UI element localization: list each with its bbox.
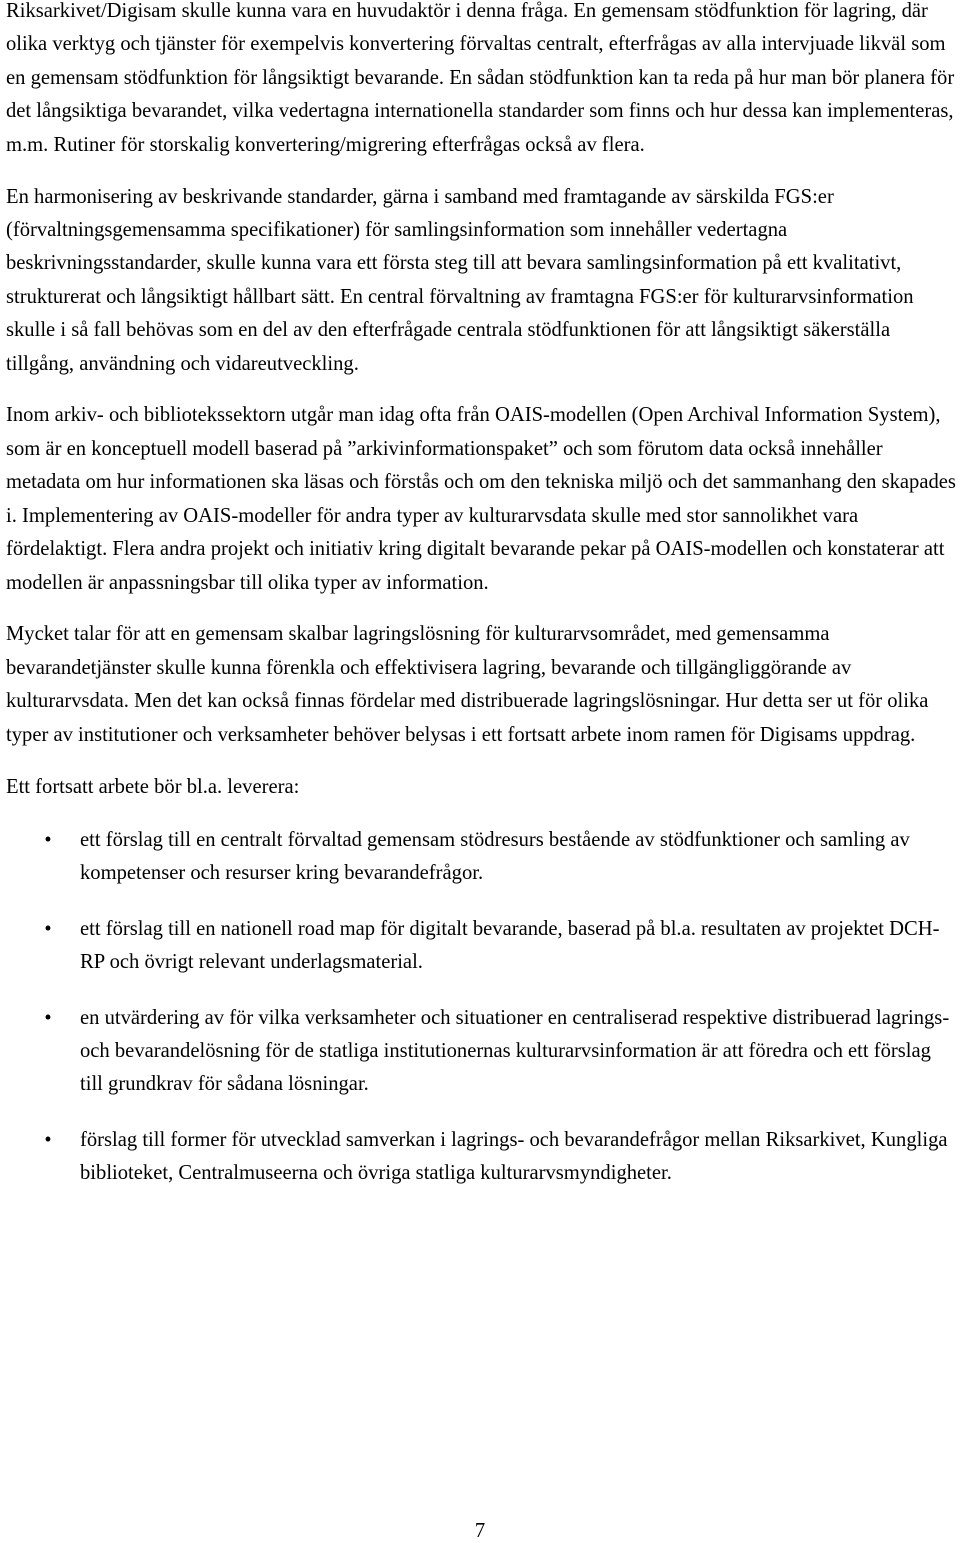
- list-item: [6, 1124, 956, 1191]
- bullet-icon: •: [44, 917, 52, 940]
- list-item: [6, 1002, 956, 1102]
- bullet-icon: •: [44, 1128, 52, 1151]
- list-item: [6, 824, 956, 891]
- list-item-text: en utvärdering av för vilka verksamheter och situationer en centraliserad respektive distribuerad lagrings- och bevarandelösning för de statliga institutionernas kulturarvsinformation är att föredra och ett förslag till grundkrav för sådana lösningar.: [80, 1006, 950, 1096]
- list-item: [6, 913, 956, 980]
- bullet-icon: •: [44, 828, 52, 851]
- list-item-text: ett förslag till en nationell road map för digitalt bevarande, baserad på bl.a. resultaten av projektet DCH-RP och övrigt relevant underlagsmaterial.: [80, 917, 940, 974]
- paragraph-harmonisering: En harmonisering av beskrivande standarder, gärna i samband med framtagande av särskilda FGS:er (förvaltningsgemensamma specifikationer) för samlingsinformation som innehåller vedertagna beskrivningsstandarder, skulle kunna vara ett första steg till att bevara samlingsinformation på ett kvalitativt, strukturerat och långsiktigt hållbart sätt. En central förvaltning av framtagna FGS:er för kulturarvsinformation skulle i så fall behövas som en del av den efterfrågade centrala stödfunktionen för att långsiktigt säkerställa tillgång, användning och vidareutveckling.: [6, 185, 914, 375]
- paragraph-oais: Inom arkiv- och bibliotekssektorn utgår man idag ofta från OAIS-modellen (Open Archival Information System), som är en konceptuell modell baserad på ”arkivinformationspaket” och som förutom data också innehåller metadata om hur informationen ska läsas och förstås och om den tekniska miljö och det sammanhang den skapades i. Implementering av OAIS-modeller för andra typer av kulturarvsdata skulle med stor sannolikhet vara fördelaktigt. Flera andra projekt och initiativ kring digitalt bevarande pekar på OAIS-modellen och konstaterar att modellen är anpassningsbar till olika typer av information.: [6, 404, 956, 594]
- bullet-icon: •: [44, 1006, 52, 1029]
- deliverables-list: [6, 824, 956, 1191]
- page-number: 7: [474, 1520, 486, 1542]
- paragraph-lagringslosning: Mycket talar för att en gemensam skalbar lagringslösning för kulturarvsområdet, med gemensamma bevarandetjänster skulle kunna förenkla och effektivisera lagring, bevarande och tillgängliggörande av kulturarvsdata. Men det kan också finnas fördelar med distribuerade lagringslösningar. Hur detta ser ut för olika typer av institutioner och verksamheter behöver belysas i ett fortsatt arbete inom ramen för Digisams uppdrag.: [6, 623, 929, 746]
- list-item-text: förslag till former för utvecklad samverkan i lagrings- och bevarandefrågor mellan Riksarkivet, Kungliga biblioteket, Centralmuseerna och övriga statliga kulturarvsmyndigheter.: [80, 1128, 948, 1185]
- list-item-text: ett förslag till en centralt förvaltad gemensam stödresurs bestående av stödfunktioner och samling av kompetenser och resurser kring bevarandefrågor.: [80, 828, 910, 885]
- paragraph-stodfunktion: Riksarkivet/Digisam skulle kunna vara en huvudaktör i denna fråga. En gemensam stödfunktion för lagring, där olika verktyg och tjänster för exempelvis konvertering förvaltas centralt, efterfrågas av alla intervjuade likväl som en gemensam stödfunktion för långsiktigt bevarande. En sådan stödfunktion kan ta reda på hur man bör planera för det långsiktiga bevarandet, vilka vedertagna internationella standarder som finns och hur dessa kan implementeras, m.m. Rutiner för storskalig konvertering/migrering efterfrågas också av flera.: [6, 0, 955, 156]
- document-page: [6, 0, 956, 1213]
- paragraph-leverera-intro: Ett fortsatt arbete bör bl.a. leverera:: [6, 775, 300, 798]
